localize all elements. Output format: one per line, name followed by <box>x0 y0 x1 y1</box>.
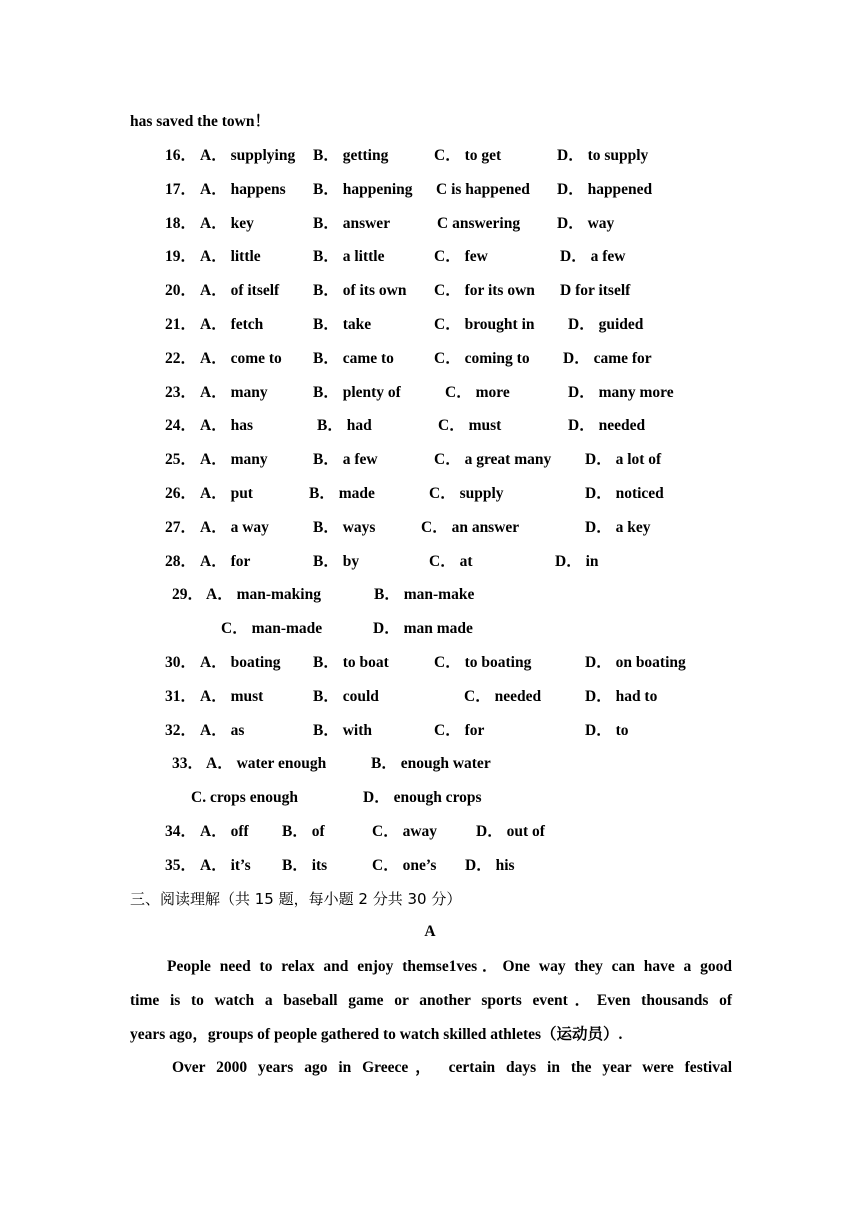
question-option-b: B． getting <box>313 147 389 164</box>
question-option-b: B． of <box>282 823 325 840</box>
question-option-c: C is happened <box>436 180 530 198</box>
question-option-b: B． could <box>313 687 379 705</box>
question-option-a: A． many <box>200 383 268 401</box>
question-option-c: C． supply <box>429 485 504 502</box>
paragraph-1-line: People need to relax and enjoy themse1ves．One way they can have a good <box>167 958 732 975</box>
question-option-b: B． of its own <box>313 282 407 300</box>
question-number: 26． <box>165 485 197 502</box>
question-number: 27． <box>165 518 197 536</box>
question-option-a: A． it’s <box>200 856 251 874</box>
question-option-d: D． to supply <box>557 147 649 164</box>
question-option-a: A． for <box>200 552 251 570</box>
section-title: 三、阅读理解（共 15 题，每小题 2 分共 30 分） <box>130 890 462 908</box>
question-number: 22． <box>165 349 197 367</box>
question-option-a: A． key <box>200 214 254 232</box>
question-number: 21． <box>165 316 197 333</box>
question-option-a: A． of itself <box>200 282 280 300</box>
question-option-c: C． at <box>429 552 473 570</box>
question-option-b: B． to boat <box>313 654 389 671</box>
question-option-b: B． with <box>313 721 372 739</box>
question-option-b: B． happening <box>313 180 413 198</box>
question-option-d: D． noticed <box>585 485 664 502</box>
question-option-c: C． one’s <box>372 856 437 874</box>
question-29-number: 29． <box>172 586 204 603</box>
question-option-c: C． a great many <box>434 451 552 469</box>
question-option-a: A． happens <box>200 180 286 198</box>
question-option-b: B． had <box>317 417 372 435</box>
question-29-option-b: B． man-make <box>374 586 475 603</box>
question-option-d: D． guided <box>568 316 644 333</box>
question-option-d: D． to <box>585 721 629 739</box>
question-option-a: A． come to <box>200 349 282 367</box>
question-number: 17． <box>165 180 197 198</box>
question-option-d: D． had to <box>585 687 658 705</box>
question-option-b: B． made <box>309 485 375 502</box>
question-option-c: C． brought in <box>434 316 535 333</box>
question-option-d: D for itself <box>560 282 631 300</box>
question-number: 19． <box>165 248 197 266</box>
question-option-b: B． take <box>313 316 372 333</box>
question-option-d: D． a lot of <box>585 451 662 469</box>
question-option-c: C． away <box>372 823 438 840</box>
question-option-c: C． coming to <box>434 349 530 367</box>
question-option-a: A． put <box>200 485 253 502</box>
question-option-b: B． a few <box>313 451 378 469</box>
question-option-a: A． little <box>200 248 261 266</box>
question-option-c: C． for <box>434 721 485 739</box>
question-option-c: C． to boating <box>434 654 532 671</box>
question-option-d: D． out of <box>476 823 545 840</box>
question-33-option-b: B． enough water <box>371 755 491 772</box>
question-option-c: C． few <box>434 248 488 266</box>
paragraph-2-line: Over 2000 years ago in Greece， certain days in the year were festival <box>172 1059 732 1076</box>
question-option-d: D． on boating <box>585 654 686 671</box>
question-option-c: C． must <box>438 417 502 435</box>
question-option-a: A． supplying <box>200 147 296 164</box>
question-option-a: A． off <box>200 823 249 840</box>
question-number: 32． <box>165 721 197 739</box>
question-option-d: D． came for <box>563 349 652 367</box>
question-option-b: B． its <box>282 856 328 874</box>
question-number: 18． <box>165 214 197 232</box>
question-option-d: D． happened <box>557 180 653 198</box>
question-option-b: B． a little <box>313 248 385 266</box>
question-option-d: D． way <box>557 214 615 232</box>
question-option-b: B． plenty of <box>313 383 401 401</box>
question-option-c: C． to get <box>434 147 502 164</box>
question-number: 34． <box>165 823 197 840</box>
question-option-d: D． in <box>555 552 599 570</box>
question-number: 28． <box>165 552 197 570</box>
question-33-option-a: A． water enough <box>206 755 327 772</box>
question-29-option-d: D． man made <box>373 620 473 637</box>
question-option-a: A． has <box>200 417 253 435</box>
question-option-b: B． by <box>313 552 360 570</box>
question-option-a: A． fetch <box>200 316 264 333</box>
question-option-a: A． a way <box>200 518 269 536</box>
question-33-option-c: C. crops enough <box>191 789 298 806</box>
question-number: 30． <box>165 654 197 671</box>
question-option-c: C． for its own <box>434 282 535 300</box>
question-option-c: C． needed <box>464 687 542 705</box>
paragraph-2 <box>130 1051 732 1085</box>
question-option-b: B． ways <box>313 518 376 536</box>
question-option-c: C． more <box>445 383 510 401</box>
question-option-a: A． boating <box>200 654 281 671</box>
passage-label: A <box>424 923 436 940</box>
question-option-c: C answering <box>437 214 521 232</box>
question-number: 25． <box>165 451 197 469</box>
question-29-option-c: C． man-made <box>221 620 323 637</box>
question-option-c: C． an answer <box>421 518 520 536</box>
question-option-d: D． a few <box>560 248 626 266</box>
intro-line: has saved the town！ <box>130 113 270 130</box>
question-option-d: D． his <box>465 856 515 874</box>
question-number: 24． <box>165 417 197 435</box>
paragraph-1 <box>130 950 732 1051</box>
question-number: 23． <box>165 383 197 401</box>
paragraph-1-line: time is to watch a baseball game or another sports event．Even thousands of <box>130 991 732 1009</box>
question-number: 20． <box>165 282 197 300</box>
question-number: 35． <box>165 856 197 874</box>
paragraph-1-line: years ago，groups of people gathered to watch skilled athletes（运动员）. <box>130 1025 623 1043</box>
question-option-d: D． a key <box>585 518 651 536</box>
question-option-b: B． came to <box>313 349 394 367</box>
question-33-number: 33． <box>172 755 204 772</box>
question-option-a: A． as <box>200 721 245 739</box>
question-29-option-a: A． man-making <box>206 586 321 603</box>
question-option-d: D． many more <box>568 383 674 401</box>
question-option-a: A． many <box>200 451 268 469</box>
question-option-d: D． needed <box>568 417 646 435</box>
question-option-b: B． answer <box>313 214 391 232</box>
question-number: 16． <box>165 147 197 164</box>
question-option-a: A． must <box>200 687 264 705</box>
question-33-option-d: D． enough crops <box>363 789 482 806</box>
question-number: 31． <box>165 687 197 705</box>
